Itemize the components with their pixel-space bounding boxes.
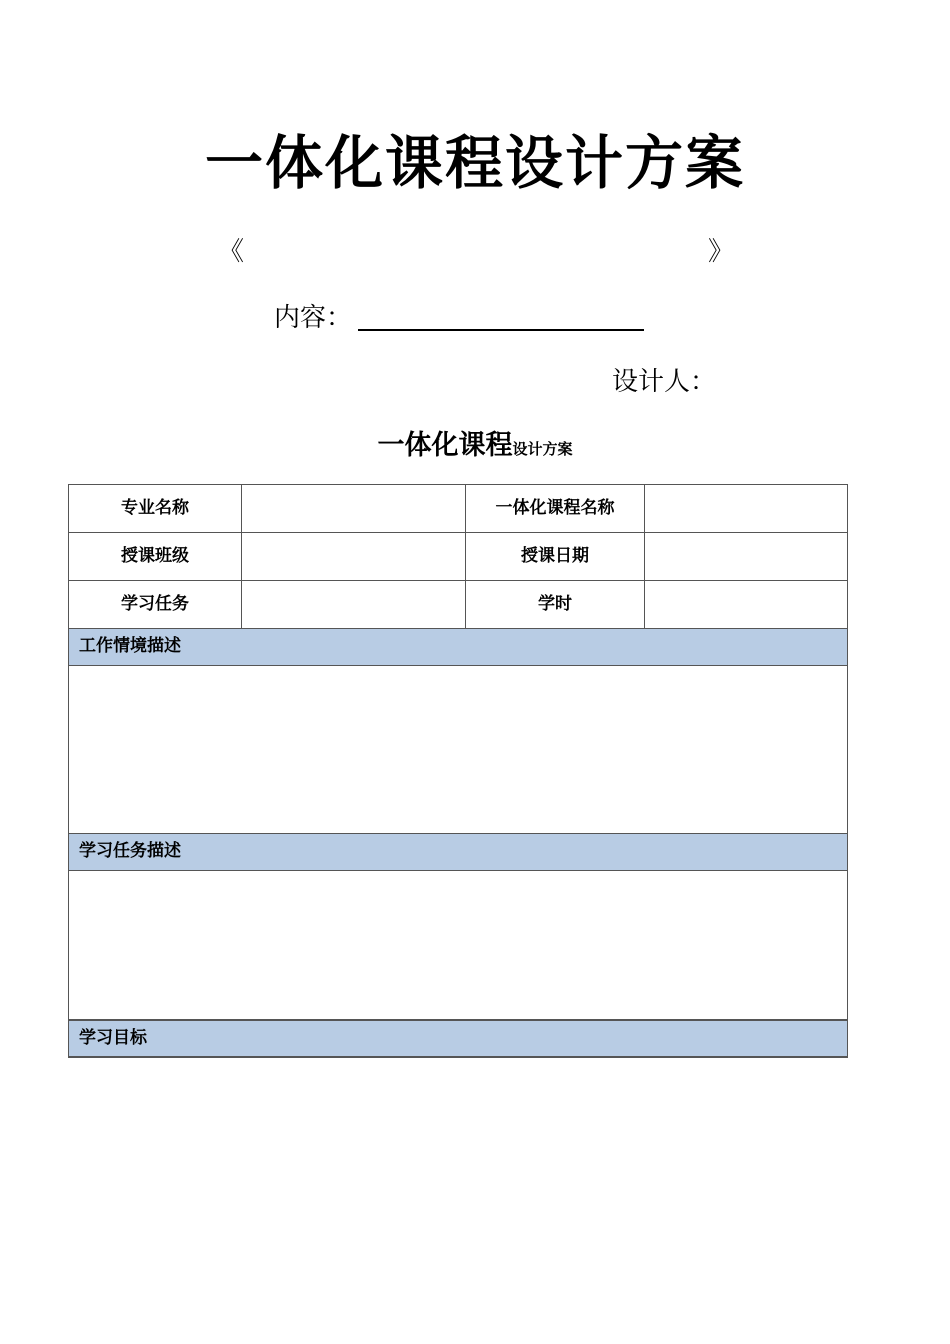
form-title-main: 一体化课程 [377,430,513,461]
hours-label: 学时 [466,581,645,629]
course-design-form [68,484,848,1058]
form-title [0,428,950,467]
designer-label: 设计人： [612,367,717,397]
work-context-body[interactable] [69,666,848,834]
date-value[interactable] [645,533,848,581]
section-task-description-header [69,834,848,871]
task-description-body[interactable] [69,871,848,1021]
section-learning-objectives-header [69,1020,848,1057]
major-name-label: 专业名称 [69,485,242,533]
class-value[interactable] [242,533,466,581]
section-work-context-header [69,629,848,666]
content-label: 内容： [274,303,353,333]
learning-objectives-heading: 学习目标 [69,1020,848,1057]
book-title-close-bracket: 》 [708,237,735,267]
major-name-value[interactable] [242,485,466,533]
form-title-suffix: 设计方案 [512,440,573,458]
section-work-context-body [69,666,848,834]
work-context-heading: 工作情境描述 [69,629,848,666]
task-description-heading: 学习任务描述 [69,834,848,871]
course-name-value[interactable] [645,485,848,533]
course-name-label: 一体化课程名称 [466,485,645,533]
book-title-open-bracket: 《 [218,237,245,267]
class-label: 授课班级 [69,533,242,581]
content-blank-line[interactable] [358,329,644,331]
form-row-class [69,533,848,581]
document-title: 一体化课程设计方案 [204,129,745,197]
form-row-major [69,485,848,533]
task-value[interactable] [242,581,466,629]
section-task-description-body [69,871,848,1021]
task-label: 学习任务 [69,581,242,629]
form-row-task [69,581,848,629]
date-label: 授课日期 [466,533,645,581]
hours-value[interactable] [645,581,848,629]
